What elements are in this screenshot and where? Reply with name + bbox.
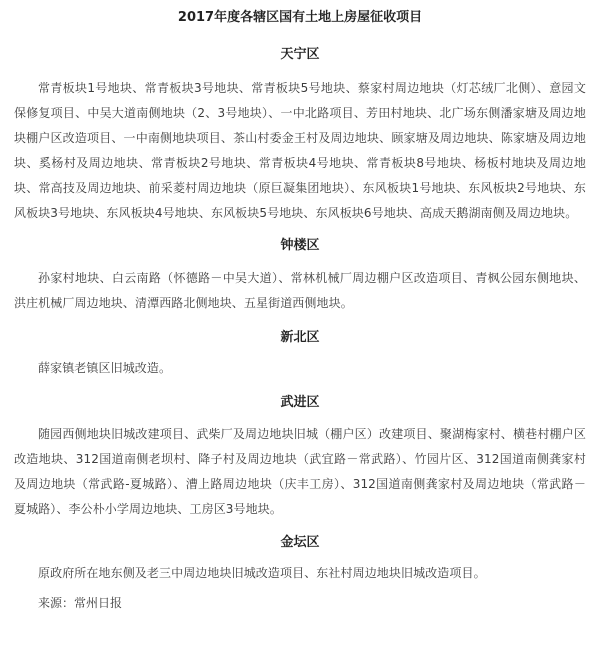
section-title: 武进区 [280,395,320,410]
section-body: 薛家镇老镇区旧城改造。 [38,361,172,375]
section-title: 钟楼区 [280,238,320,253]
section-tianning [14,45,586,226]
section-body: 随园西侧地块旧城改建项目、武柴厂及周边地块旧城（棚户区）改建项目、聚湖梅家村、横巷村棚户区改造地块、312国道南侧老坝村、降子村及周边地块（武宜路－常武路）、竹园片区、312国道南侧龚家村及周边地块（常武路-夏城路）、漕上路周边地块（庆丰工房）、312国道南侧龚家村及周边地块（常武路－夏城路）、李公朴小学周边地块、工房区3号地块。 [14,427,586,516]
page-title: 2017年度各辖区国有土地上房屋征收项目 [177,10,423,25]
section-title: 新北区 [280,330,320,345]
section-jintan [14,533,586,586]
section-title: 天宁区 [280,47,320,62]
section-title: 金坛区 [280,535,320,550]
section-zhonglou [14,236,586,316]
section-body: 孙家村地块、白云南路（怀德路－中吴大道）、常林机械厂周边棚户区改造项目、青枫公园东侧地块、洪庄机械厂周边地块、清潭西路北侧地块、五星街道西侧地块。 [14,271,586,310]
section-body: 原政府所在地东侧及老三中周边地块旧城改造项目、东社村周边地块旧城改造项目。 [38,566,486,580]
section-wujin [14,393,586,522]
section-body: 常青板块1号地块、常青板块3号地块、常青板块5号地块、蔡家村周边地块（灯芯绒厂北侧）、意园文保修复项目、中吴大道南侧地块（2、3号地块）、一中北路项目、芳田村地块、北广场东侧潘家塘及周边地块棚户区改造项目、一中南侧地块项目、茶山村委金王村及周边地块、顾家塘及周边地块、陈家塘及周边地块、奚杨村及周边地块、常青板块2号地块、常青板块4号地块、常青板块8号地块、杨板村地块及周边地块、常高技及周边地块、前采菱村周边地块（原巨凝集团地块）、东风板块1号地块、东风板块2号地块、东风板块3号地块、东风板块4号地块、东风板块5号地块、东风板块6号地块、高成天鹅湖南侧及周边地块。 [14,81,586,220]
section-xinbei [14,328,586,381]
source-credit: 来源：常州日报 [38,596,123,610]
